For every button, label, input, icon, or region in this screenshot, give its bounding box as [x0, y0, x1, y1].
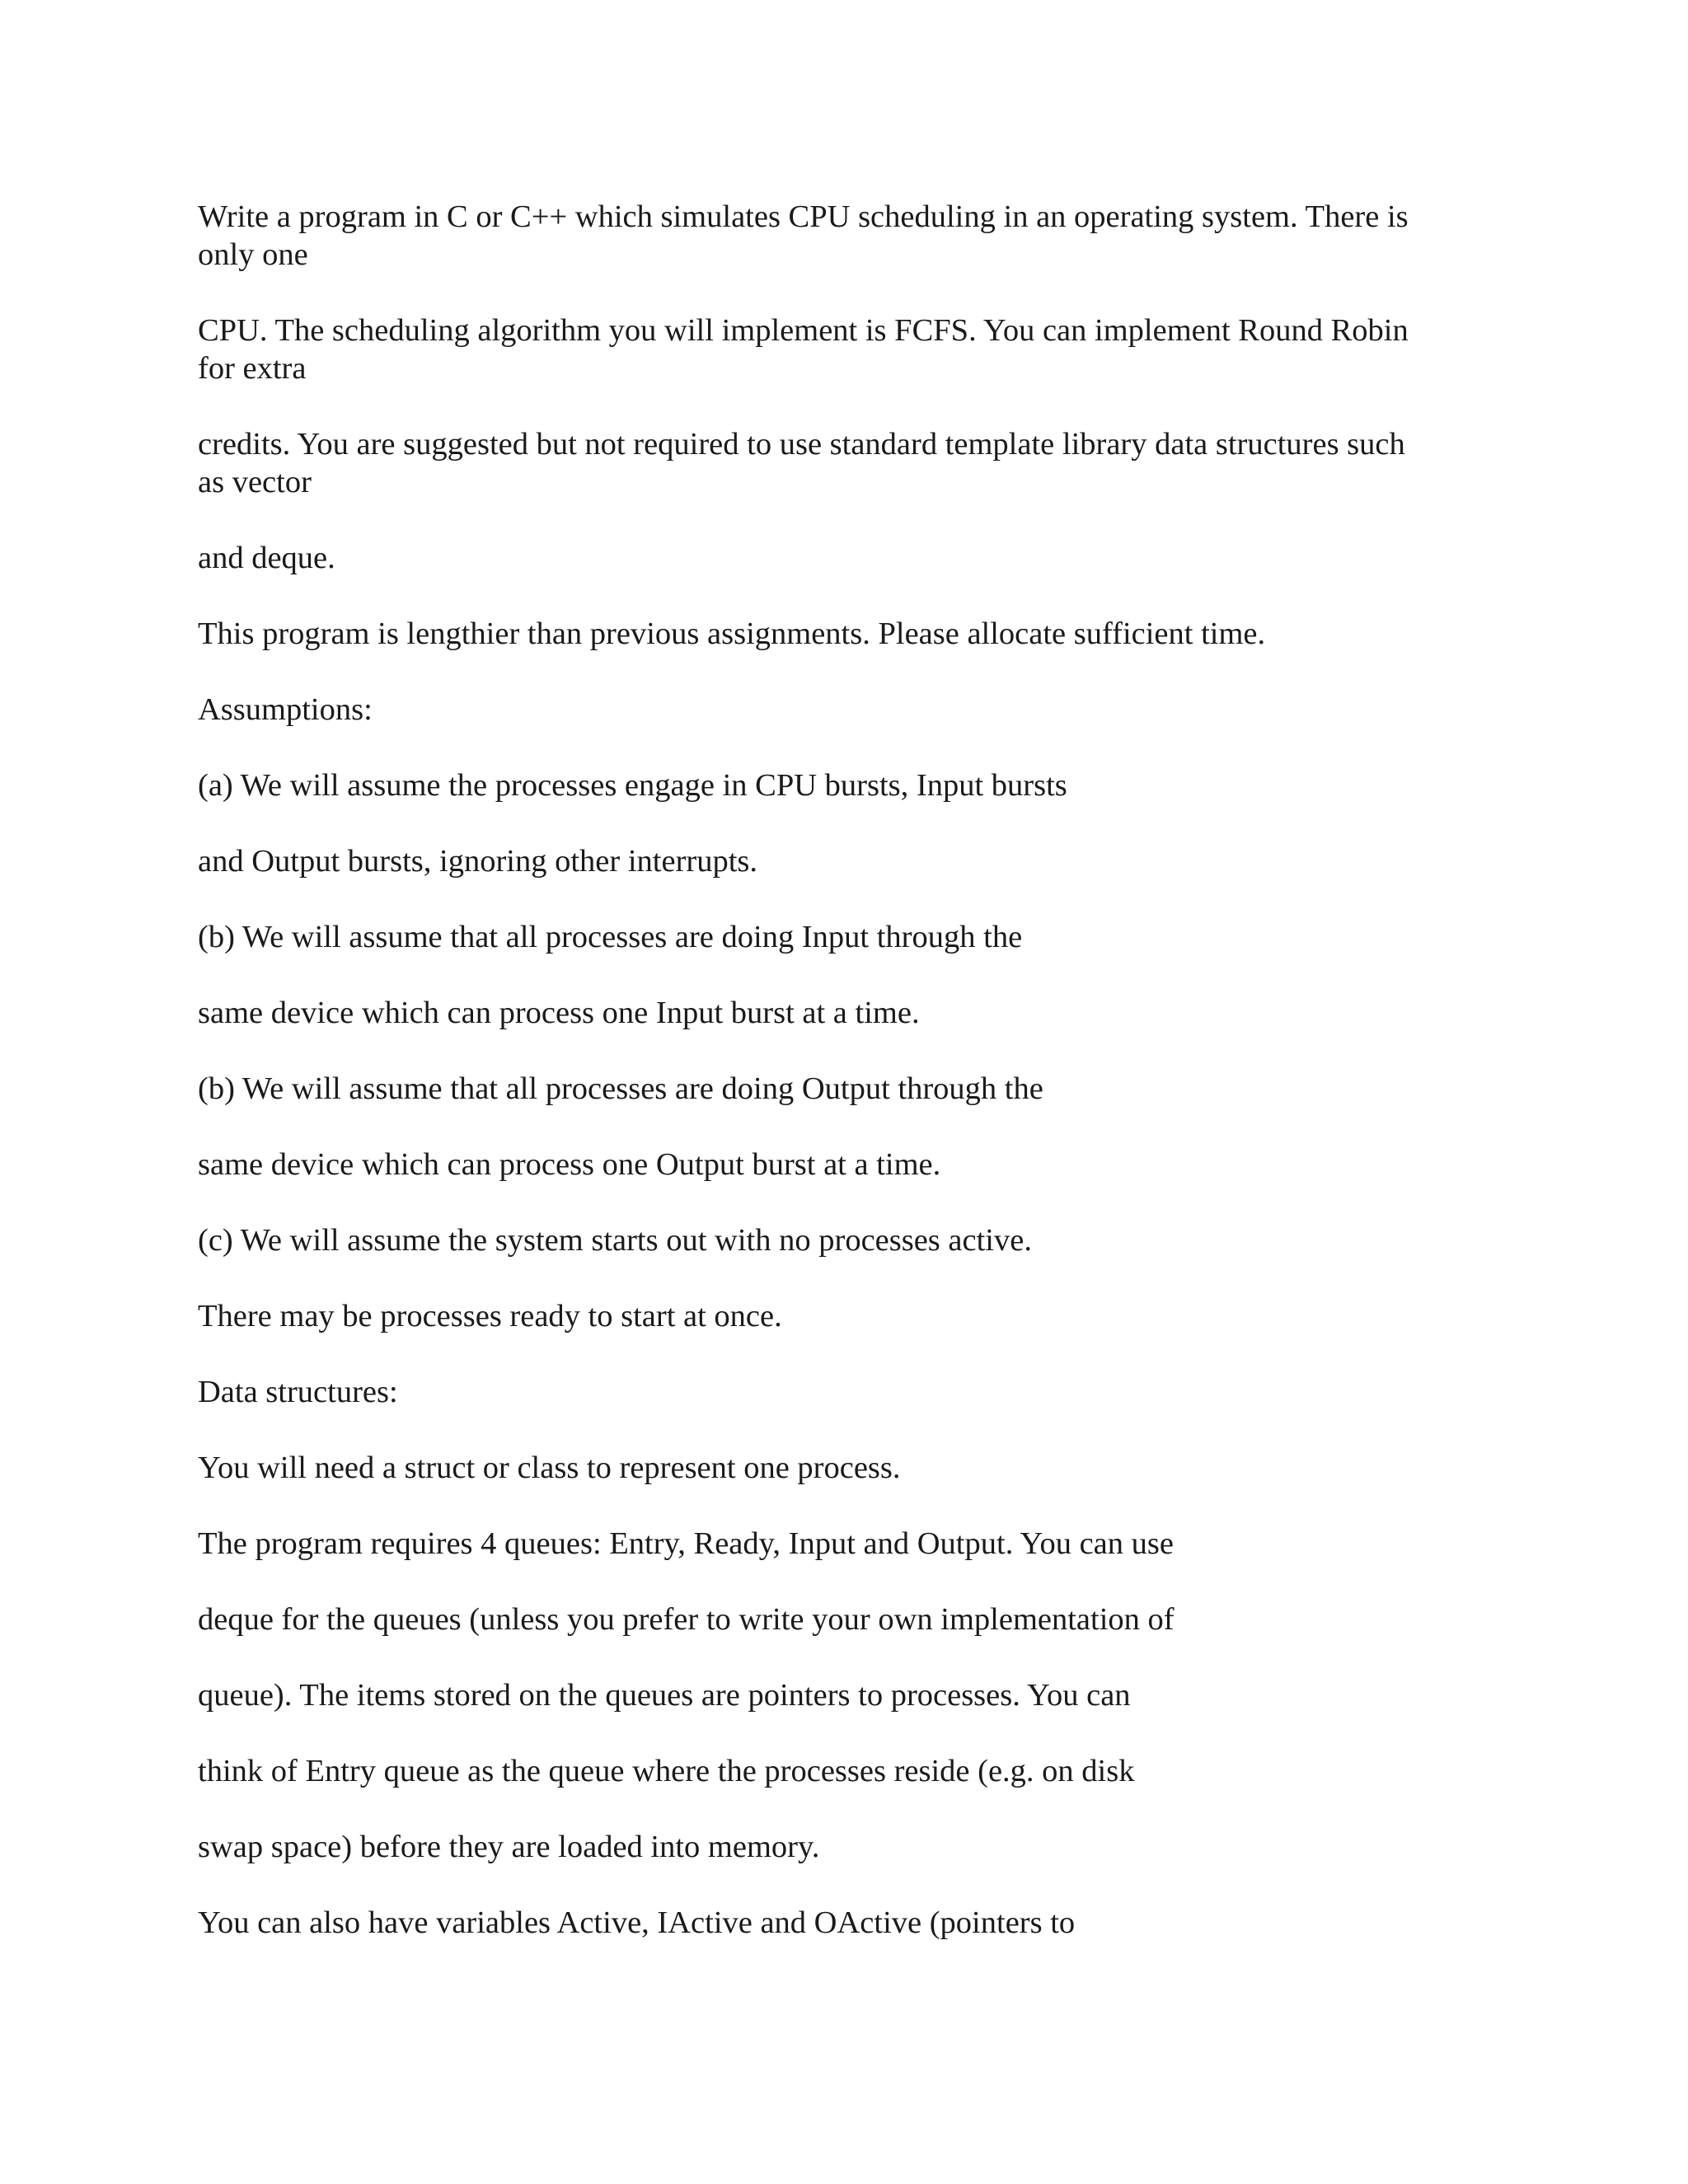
paragraph: think of Entry queue as the queue where the processes reside (e.g. on disk: [198, 1754, 1135, 1788]
document-body: [198, 198, 1500, 1980]
paragraph: queue). The items stored on the queues are pointers to processes. You can: [198, 1678, 1131, 1713]
paragraph: (c) We will assume the system starts out with no processes active.: [198, 1223, 1032, 1258]
paragraph: same device which can process one Output burst at a time.: [198, 1147, 941, 1182]
paragraph: This program is lengthier than previous assignments. Please allocate sufficient time.: [198, 616, 1266, 651]
paragraph: There may be processes ready to start at once.: [198, 1299, 782, 1333]
paragraph: CPU. The scheduling algorithm you will implement is FCFS. You can implement Round Robin for extra: [198, 313, 1409, 386]
paragraph: deque for the queues (unless you prefer to write your own implementation of: [198, 1602, 1175, 1637]
paragraph: (b) We will assume that all processes are doing Input through the: [198, 920, 1023, 954]
paragraph: The program requires 4 queues: Entry, Ready, Input and Output. You can use: [198, 1526, 1174, 1561]
paragraph: and Output bursts, ignoring other interrupts.: [198, 844, 758, 879]
paragraph: same device which can process one Input burst at a time.: [198, 996, 920, 1030]
paragraph: (a) We will assume the processes engage in CPU bursts, Input bursts: [198, 768, 1067, 803]
paragraph: swap space) before they are loaded into memory.: [198, 1830, 820, 1864]
paragraph: and deque.: [198, 541, 335, 575]
paragraph: credits. You are suggested but not required to use standard template library data structures such as vector: [198, 427, 1405, 499]
paragraph: Write a program in C or C++ which simulates CPU scheduling in an operating system. There is only one: [198, 199, 1409, 272]
paragraph: You can also have variables Active, IActive and OActive (pointers to: [198, 1905, 1076, 1940]
section-heading-assumptions: Assumptions:: [198, 692, 373, 727]
paragraph: You will need a struct or class to represent one process.: [198, 1451, 901, 1485]
section-heading-data-structures: Data structures:: [198, 1375, 398, 1409]
paragraph: (b) We will assume that all processes are doing Output through the: [198, 1071, 1043, 1106]
